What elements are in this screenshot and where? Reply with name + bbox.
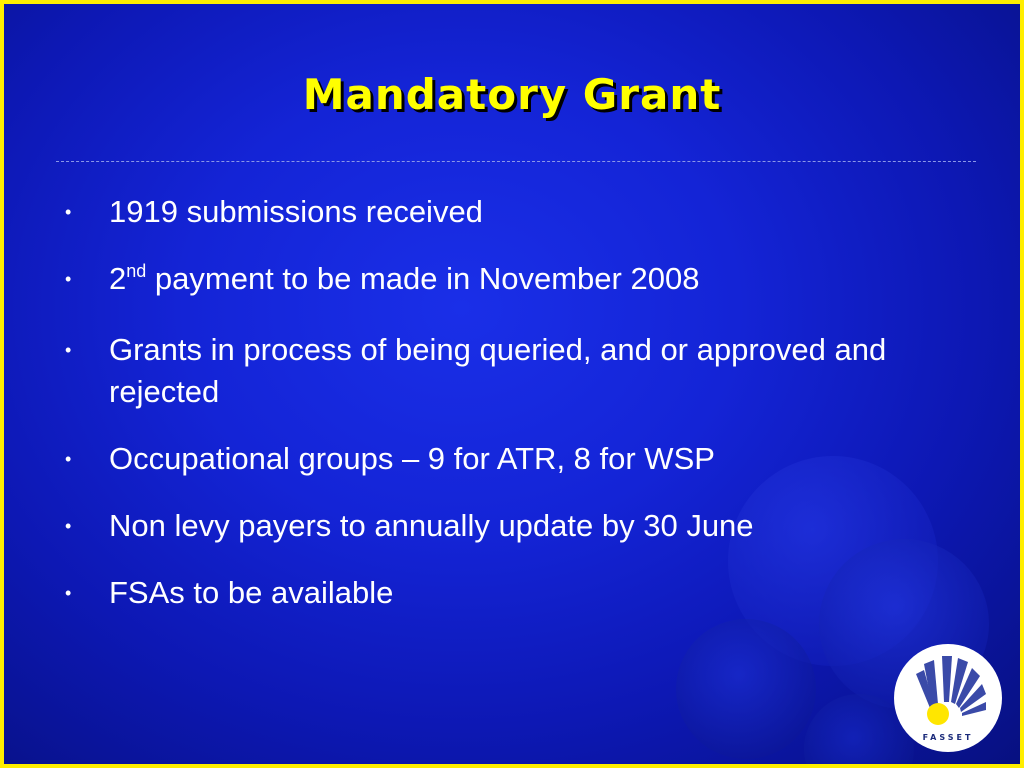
bullet-item bbox=[58, 329, 988, 413]
bullet-text: 1919 submissions received bbox=[109, 194, 483, 229]
bullet-item bbox=[58, 505, 988, 547]
bullet-marker: • bbox=[65, 516, 72, 536]
logo-text: FASSET bbox=[922, 733, 974, 742]
bullet-item bbox=[58, 191, 988, 233]
fasset-logo bbox=[894, 644, 1002, 752]
bullet-item bbox=[58, 438, 988, 480]
bullet-prefix: 2 bbox=[109, 261, 127, 296]
bullet-text: Occupational groups – 9 for ATR, 8 for WSP bbox=[109, 441, 715, 476]
bullet-text: Non levy payers to annually update by 30 June bbox=[109, 508, 754, 543]
bullet-superscript: nd bbox=[126, 261, 147, 281]
bullet-marker: • bbox=[65, 583, 72, 603]
bullet-list bbox=[58, 191, 988, 639]
bullet-text: FSAs to be available bbox=[109, 575, 394, 610]
slide-title: Mandatory Grant bbox=[302, 70, 722, 119]
bullet-marker: • bbox=[65, 449, 72, 469]
bullet-item bbox=[58, 258, 988, 304]
bullet-text: Grants in process of being queried, and or approved and rejected bbox=[109, 332, 887, 409]
bullet-item bbox=[58, 572, 988, 614]
bullet-marker: • bbox=[65, 340, 72, 360]
bullet-marker: • bbox=[65, 269, 72, 289]
title-divider bbox=[56, 161, 976, 162]
bullet-text: payment to be made in November 2008 bbox=[146, 261, 700, 296]
bullet-marker: • bbox=[65, 202, 72, 222]
decorative-circle bbox=[676, 619, 816, 759]
